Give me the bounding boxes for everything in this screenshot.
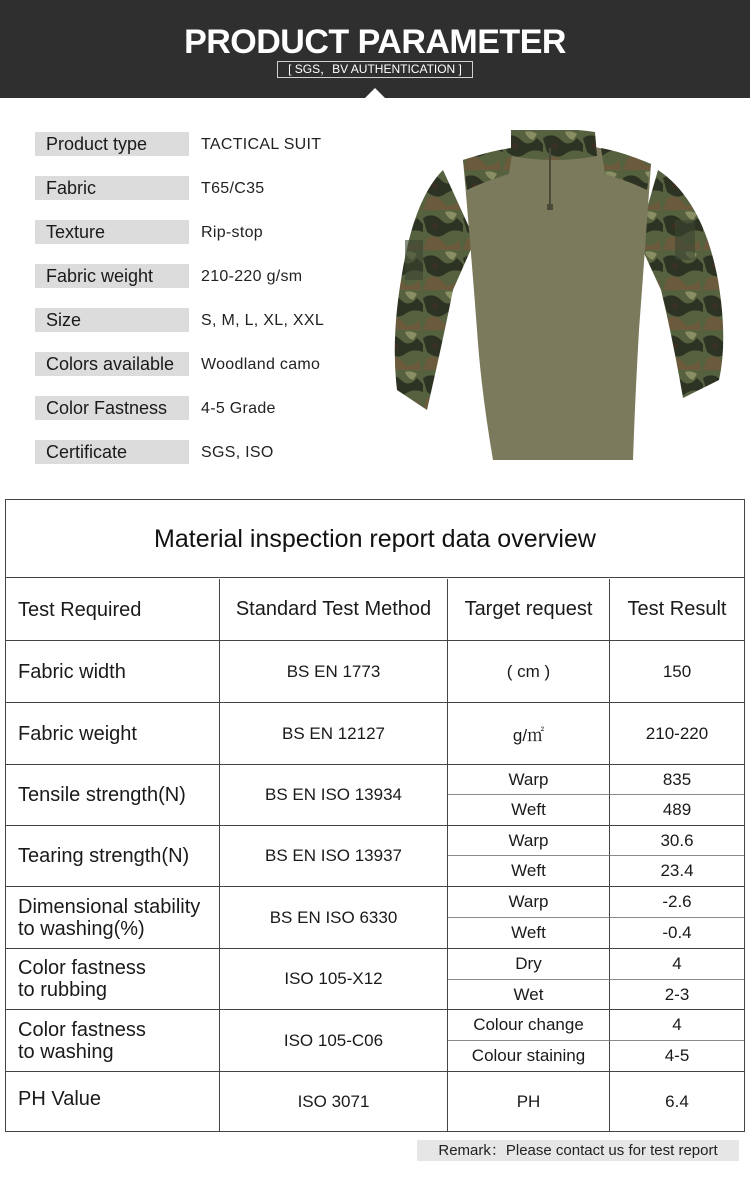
row-method: BS EN 1773	[220, 641, 448, 703]
row-result: 4	[610, 949, 744, 980]
row-result: -2.6	[610, 887, 744, 918]
row-test-name-line2: to rubbing	[18, 979, 107, 1001]
row-method: BS EN ISO 13934	[220, 765, 448, 826]
row-result: 2-3	[610, 980, 744, 1010]
row-test-name-line1: Dimensional stability	[18, 895, 201, 918]
row-result: 835	[610, 765, 744, 795]
row-method: BS EN ISO 6330	[220, 887, 448, 949]
row-result: 150	[610, 641, 744, 703]
row-test-name: Tensile strength(N)	[6, 765, 220, 826]
row-target: Colour staining	[448, 1041, 610, 1072]
param-value: T65/C35	[201, 180, 265, 197]
param-label: Product type	[35, 132, 189, 156]
param-label: Texture	[35, 220, 189, 244]
row-test-name	[6, 887, 220, 949]
row-result: 4	[610, 1010, 744, 1041]
row-test-name	[6, 1010, 220, 1072]
header-banner	[0, 0, 750, 98]
row-target: Weft	[448, 856, 610, 887]
param-row-fabric	[35, 176, 355, 202]
row-target: Wet	[448, 980, 610, 1010]
remark-note: Remark：Please contact us for test report	[417, 1140, 739, 1161]
row-target: Warp	[448, 826, 610, 856]
param-row-color-fastness	[35, 396, 355, 422]
row-test-name	[6, 949, 220, 1010]
row-test-name-line2: to washing	[18, 1040, 114, 1063]
param-label: Size	[35, 308, 189, 332]
param-row-texture	[35, 220, 355, 246]
page-title: PRODUCT PARAMETER	[184, 23, 566, 61]
row-target: ( cm )	[448, 641, 610, 703]
row-target: Dry	[448, 949, 610, 980]
param-label: Fabric	[35, 176, 189, 200]
tactical-shirt-image	[383, 130, 728, 465]
header-test-required: Test Required	[6, 579, 220, 641]
row-test-name: Tearing strength(N)	[6, 826, 220, 887]
param-label: Certificate	[35, 440, 189, 464]
report-title: Material inspection report data overview	[6, 500, 744, 578]
row-target: Colour change	[448, 1010, 610, 1041]
row-test-name-line2: to washing(%)	[18, 917, 145, 940]
header-test-result: Test Result	[610, 579, 744, 641]
row-result: 23.4	[610, 856, 744, 887]
row-method: ISO 105-C06	[220, 1010, 448, 1072]
row-target: g/㎡	[448, 703, 610, 765]
row-method: BS EN ISO 13937	[220, 826, 448, 887]
row-test-name-line1: Color fastness	[18, 1018, 146, 1041]
param-label: Fabric weight	[35, 264, 189, 288]
row-test-name: Fabric width	[6, 641, 220, 703]
param-value: TACTICAL SUIT	[201, 136, 322, 153]
row-method: BS EN 12127	[220, 703, 448, 765]
param-value: 210-220 g/sm	[201, 268, 303, 285]
header-standard-method: Standard Test Method	[220, 579, 448, 641]
row-target: Warp	[448, 887, 610, 918]
row-test-name-line1: Color fastness	[18, 957, 146, 979]
param-value: Rip-stop	[201, 224, 263, 241]
param-label: Colors available	[35, 352, 189, 376]
row-target: Weft	[448, 795, 610, 826]
row-result: 30.6	[610, 826, 744, 856]
inspection-report-table	[5, 499, 745, 1132]
param-row-product-type	[35, 132, 355, 158]
row-result: -0.4	[610, 918, 744, 949]
param-row-size	[35, 308, 355, 334]
param-row-colors	[35, 352, 355, 378]
row-result: 6.4	[665, 1091, 689, 1111]
authentication-subtitle: [ SGS，BV AUTHENTICATION ]	[277, 61, 473, 78]
param-value: 4-5 Grade	[201, 400, 276, 417]
param-value: S, M, L, XL, XXL	[201, 312, 325, 329]
row-result: 4-5	[610, 1041, 744, 1072]
row-method: ISO 3071	[220, 1072, 448, 1131]
row-test-name: Fabric weight	[6, 703, 220, 765]
param-value: SGS, ISO	[201, 444, 274, 461]
header-notch	[365, 88, 385, 98]
param-label: Color Fastness	[35, 396, 189, 420]
row-target: PH	[448, 1072, 610, 1131]
row-target: Warp	[448, 765, 610, 795]
row-result: 489	[610, 795, 744, 826]
header-target-request: Target request	[448, 579, 610, 641]
param-value: Woodland camo	[201, 356, 321, 373]
row-test-name: PH Value	[6, 1072, 220, 1131]
row-target: Weft	[448, 918, 610, 949]
param-row-fabric-weight	[35, 264, 355, 290]
param-row-certificate	[35, 440, 355, 466]
row-result: 210-220	[610, 703, 744, 765]
row-method: ISO 105-X12	[220, 949, 448, 1010]
